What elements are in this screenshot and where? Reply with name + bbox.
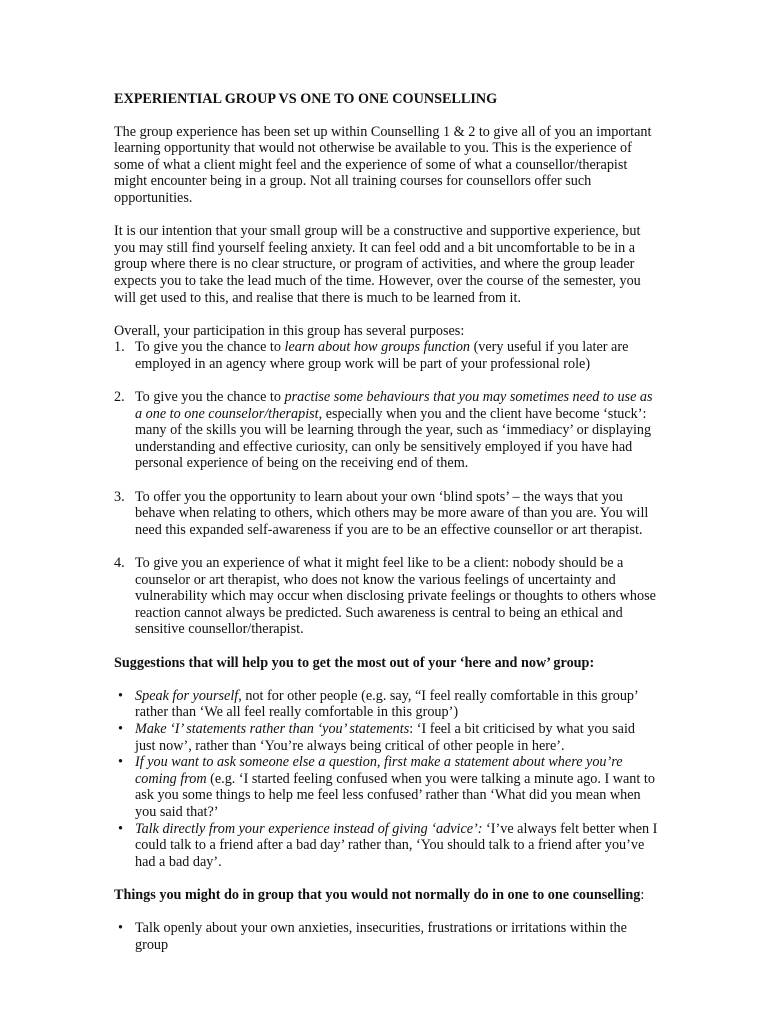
suggestion-item [114,721,659,754]
purpose-item [114,339,659,372]
intro-paragraph-1: The group experience has been set up within Counselling 1 & 2 to give all of you an important learning opportunity that would not otherwise be available to you. This is the experience of some of what a client might feel and the experience of some of what a counsellor/therapist might encounter being in a group. Not all training courses for counsellors offer such opportunities. [114,123,652,206]
bullet-icon: • [118,720,123,737]
purpose-item [114,389,659,472]
document-title: EXPERIENTIAL GROUP VS ONE TO ONE COUNSELLING [114,91,498,107]
purpose-number: 4. [114,555,125,572]
purpose-item [114,489,659,539]
things-list [114,920,659,953]
suggestion-text: (e.g. ‘I started feeling confused when you were talking a minute ago. I want to ask you some things to help me feel less confused’ rather than ‘What did you mean when you said that?’ [135,770,655,820]
purpose-text: To give you the chance to [135,339,285,356]
purpose-text: To give you an experience of what it might feel like to be a client: nobody should be a counselor or art therapist, who does not know the various feelings of uncertainty and vulnerability which may occur when disclosing private feelings or thoughts to others whose reaction cannot always be predicted. Such awareness is central to being an ethical and sensitive counsellor/therapist. [135,555,656,638]
document-body [114,91,659,970]
bullet-icon: • [118,920,123,937]
suggestion-emphasis: Talk directly from your experience instead of giving ‘advice’: [135,820,483,837]
purpose-emphasis: learn about how groups function [284,339,471,356]
intro-paragraph-2: It is our intention that your small group will be a constructive and supportive experience, but you may still find yourself feeling anxiety. It can feel odd and a bit uncomfortable to be in a group where there is no clear structure, or program of activities, and where the group leader expects you to take the lead much of the time. However, over the course of the semester, you will get used to this, and realise that there is much to be learned from it. [114,223,641,306]
purpose-item [114,555,659,638]
suggestion-emphasis: Make ‘I’ statements rather than ‘you’ statements [135,720,410,737]
suggestion-emphasis: If you want to ask someone else a question, first make a statement about where you’re coming from [135,754,623,787]
suggestion-item [114,754,659,820]
purpose-text: To give you the chance to [135,389,285,406]
purposes-list [114,339,659,638]
purposes-lead: Overall, your participation in this group has several purposes: [114,322,465,339]
purpose-number: 3. [114,488,125,505]
purpose-number: 2. [114,389,125,406]
bullet-icon: • [118,820,123,837]
things-heading-colon: : [640,886,645,903]
things-item-text: Talk openly about your own anxieties, insecurities, frustrations or irritations within the group [135,920,627,953]
things-heading [114,887,659,904]
bullet-icon: • [118,687,123,704]
suggestion-text: ‘I’ve always felt better when I could talk to a friend after a bad day’ rather than, ‘You should talk to a friend after you’ve had a bad day’. [135,820,658,870]
bullet-icon: • [118,754,123,771]
things-heading-text: Things you might do in group that you would not normally do in one to one counselling [114,886,641,903]
purpose-text-continued: (very useful if you later are employed in an agency where group work will be part of your professional role) [135,339,629,372]
suggestion-emphasis: Speak for yourself, [135,687,242,704]
suggestion-item [114,821,659,871]
suggestion-item [114,688,659,721]
purpose-emphasis: practise some behaviours that you may sometimes need to use as a one to one counselor/therapist [135,389,653,422]
suggestion-text: not for other people (e.g. say, “I feel really comfortable in this group’ rather than ‘We all feel really comfortable in this group’) [135,687,638,721]
purpose-number: 1. [114,339,125,356]
suggestions-heading: Suggestions that will help you to get the most out of your ‘here and now’ group: [114,654,595,671]
suggestion-text: : ‘I feel a bit criticised by what you said just now’, rather than ‘You’re always being critical of other people in here’. [135,720,635,754]
purpose-text-continued: , especially when you and the client have become ‘stuck’: many of the skills you will be learning through the year, such as ‘immediacy’ or displaying understanding and effective curiosity, can only be sensitively employed if you have had personal experience of being on the receiving end of them. [135,405,652,472]
purpose-text: To offer you the opportunity to learn about your own ‘blind spots’ – the ways that you behave when relating to others, which others may be more aware of than you are. You will need this expanded self-awareness if you are to be an effective counsellor or art therapist. [135,488,649,538]
suggestions-list [114,688,659,871]
things-item [114,920,659,953]
